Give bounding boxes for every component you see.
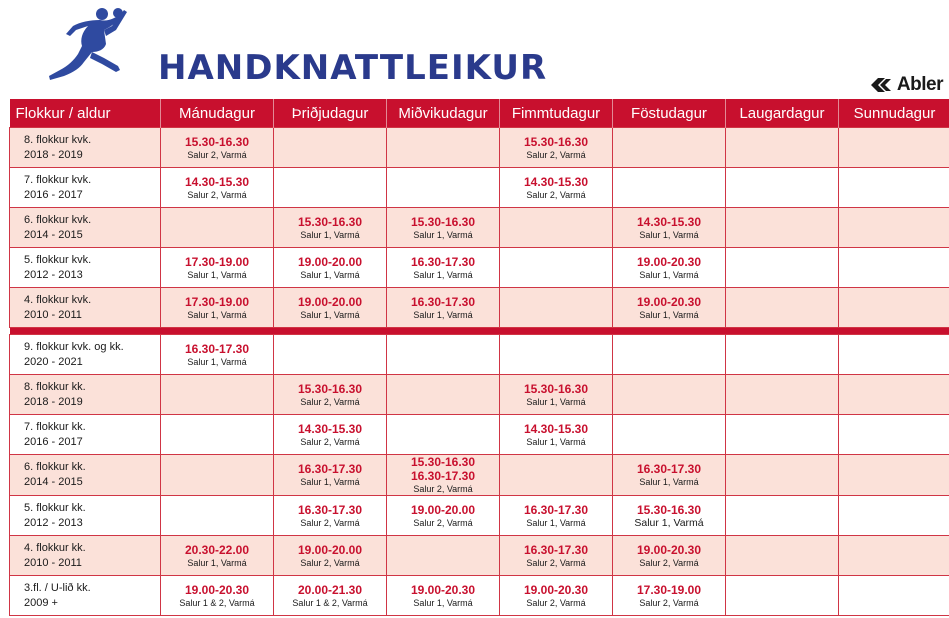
session-cell-sunday	[839, 248, 949, 288]
group-years: 2012 - 2013	[24, 516, 83, 529]
session-venue: Salur 2, Varmá	[526, 189, 586, 200]
table-row	[10, 288, 949, 328]
group-years: 2016 - 2017	[24, 435, 83, 448]
session-time: 17.30-19.00	[184, 254, 250, 269]
session-cell-wednesday	[387, 248, 500, 288]
session-venue: Salur 1, Varmá	[639, 477, 699, 487]
session-time: 15.30-16.30	[636, 502, 702, 517]
session-time: 14.30-15.30	[636, 214, 702, 229]
session-venue: Salur 1, Varmá	[300, 229, 360, 240]
session-cell-saturday	[726, 248, 839, 288]
session-time: 19.00-20.30	[184, 582, 250, 597]
group-cell	[10, 128, 161, 168]
session-time: 16.30-17.30	[410, 294, 476, 309]
table-row	[10, 248, 949, 288]
session-cell-thursday	[500, 168, 613, 208]
section-divider	[10, 328, 949, 335]
group-name: 8. flokkur kk.	[24, 380, 86, 393]
group-cell	[10, 168, 161, 208]
session-cell-friday	[613, 455, 726, 496]
session-time: 15.30-16.30	[410, 214, 476, 229]
session-cell-sunday	[839, 168, 949, 208]
table-row	[10, 455, 949, 496]
session-time: 15.30-16.30	[523, 134, 589, 149]
group-years: 2014 - 2015	[24, 476, 83, 488]
session-venue: Salur 1, Varmá	[526, 517, 586, 528]
session-cell-saturday	[726, 536, 839, 576]
group-years: 2018 - 2019	[24, 395, 83, 408]
session-cell-friday	[613, 335, 726, 375]
session-cell-saturday	[726, 576, 839, 616]
session-venue: Salur 2, Varmá	[300, 517, 360, 528]
session-cell-friday	[613, 496, 726, 536]
session-cell-friday	[613, 208, 726, 248]
table-row	[10, 496, 949, 536]
session-cell-monday	[161, 375, 274, 415]
table-row	[10, 335, 949, 375]
session-venue: Salur 1, Varmá	[300, 477, 360, 487]
session-cell-thursday	[500, 128, 613, 168]
session-cell-saturday	[726, 375, 839, 415]
session-cell-tuesday	[274, 455, 387, 496]
session-cell-monday	[161, 208, 274, 248]
session-time: 19.00-20.30	[523, 582, 589, 597]
session-cell-friday	[613, 168, 726, 208]
group-years: 2009 +	[24, 596, 58, 609]
session-venue: Salur 1, Varmá	[187, 557, 247, 568]
session-cell-thursday	[500, 335, 613, 375]
column-header-saturday: Laugardagur	[726, 99, 839, 128]
group-cell	[10, 375, 161, 415]
session-cell-wednesday	[387, 288, 500, 328]
group-name: 9. flokkur kvk. og kk.	[24, 340, 124, 353]
session-time: 15.30-16.30	[184, 134, 250, 149]
table-row	[10, 208, 949, 248]
session-cell-monday	[161, 335, 274, 375]
schedule-body	[10, 128, 949, 616]
session-venue: Salur 1 & 2, Varmá	[292, 597, 368, 608]
session-venue: Salur 1 & 2, Varmá	[179, 597, 255, 608]
session-cell-sunday	[839, 576, 949, 616]
session-time: 16.30-17.30	[297, 462, 363, 476]
session-cell-sunday	[839, 415, 949, 455]
session-cell-tuesday	[274, 128, 387, 168]
table-row	[10, 168, 949, 208]
session-venue: Salur 2, Varmá	[187, 189, 247, 200]
session-cell-tuesday	[274, 576, 387, 616]
session-time: 17.30-19.00	[636, 582, 702, 597]
session-cell-thursday	[500, 208, 613, 248]
session-time: 16.30-17.30	[297, 502, 363, 517]
session-time: 19.00-20.30	[636, 254, 702, 269]
column-header-tuesday: Þriðjudagur	[274, 99, 387, 128]
group-name: 3.fl. / U-lið kk.	[24, 581, 91, 594]
session-cell-thursday	[500, 536, 613, 576]
page-header	[0, 0, 949, 98]
session-cell-tuesday	[274, 415, 387, 455]
group-name: 7. flokkur kvk.	[24, 173, 92, 186]
session-cell-tuesday	[274, 248, 387, 288]
session-venue: Salur 1, Varmá	[300, 269, 360, 280]
session-cell-friday	[613, 576, 726, 616]
session-time: 14.30-15.30	[184, 174, 250, 189]
group-years: 2010 - 2011	[24, 308, 82, 321]
session-cell-monday	[161, 455, 274, 496]
abler-logo	[869, 74, 943, 96]
session-venue: Salur 2, Varmá	[526, 149, 586, 160]
session-cell-friday	[613, 128, 726, 168]
session-venue: Salur 2, Varmá	[300, 436, 360, 447]
session-venue: Salur 1, Varmá	[639, 229, 699, 240]
session-time: 19.00-20.00	[297, 294, 363, 309]
session-cell-thursday	[500, 455, 613, 496]
session-cell-wednesday	[387, 455, 500, 496]
group-years: 2010 - 2011	[24, 556, 82, 569]
group-name: 5. flokkur kk.	[24, 501, 86, 514]
session-cell-wednesday	[387, 128, 500, 168]
group-cell	[10, 576, 161, 616]
column-header-friday: Föstudagur	[613, 99, 726, 128]
session-time: 16.30-17.30	[523, 502, 589, 517]
session-time: 14.30-15.30	[523, 421, 589, 436]
group-cell	[10, 496, 161, 536]
group-cell	[10, 335, 161, 375]
session-time: 19.00-20.00	[297, 542, 363, 557]
session-time: 17.30-19.00	[184, 294, 250, 309]
session-time: 15.30-16.30	[410, 455, 476, 469]
session-time: 19.00-20.30	[636, 542, 702, 557]
session-cell-thursday	[500, 576, 613, 616]
table-header-row	[10, 99, 949, 128]
group-name: 4. flokkur kk.	[24, 541, 86, 554]
session-time: 16.30-17.30	[523, 542, 589, 557]
session-cell-sunday	[839, 288, 949, 328]
session-venue: Salur 2, Varmá	[526, 557, 586, 568]
session-time: 14.30-15.30	[297, 421, 363, 436]
column-header-monday: Mánudagur	[161, 99, 274, 128]
session-venue: Salur 1, Varmá	[639, 269, 699, 280]
session-time: 14.30-15.30	[523, 174, 589, 189]
session-cell-saturday	[726, 496, 839, 536]
session-cell-saturday	[726, 208, 839, 248]
session-cell-monday	[161, 576, 274, 616]
group-name: 5. flokkur kvk.	[24, 253, 92, 266]
section-divider-bar	[10, 328, 949, 335]
session-cell-monday	[161, 248, 274, 288]
abler-logo-icon	[869, 76, 893, 94]
session-time: 19.00-20.30	[636, 294, 702, 309]
session-cell-thursday	[500, 288, 613, 328]
session-venue: Salur 2, Varmá	[639, 597, 699, 608]
session-cell-sunday	[839, 335, 949, 375]
session-venue: Salur 1, Varmá	[187, 356, 247, 367]
session-venue: Salur 2, Varmá	[300, 557, 360, 568]
session-cell-wednesday	[387, 496, 500, 536]
session-cell-wednesday	[387, 536, 500, 576]
session-cell-saturday	[726, 168, 839, 208]
group-years: 2012 - 2013	[24, 268, 83, 281]
group-years: 2018 - 2019	[24, 148, 83, 161]
session-venue: Salur 1, Varmá	[526, 396, 586, 407]
session-cell-tuesday	[274, 335, 387, 375]
group-years: 2020 - 2021	[24, 355, 83, 368]
column-header-wednesday: Miðvikudagur	[387, 99, 500, 128]
session-venue: Salur 1, Varmá	[300, 309, 360, 320]
session-venue: Salur 1, Varmá	[634, 516, 704, 529]
session-cell-saturday	[726, 455, 839, 496]
group-cell	[10, 455, 161, 496]
session-venue: Salur 1, Varmá	[526, 436, 586, 447]
group-cell	[10, 288, 161, 328]
table-row	[10, 415, 949, 455]
group-name: 4. flokkur kvk.	[24, 293, 92, 306]
session-cell-monday	[161, 168, 274, 208]
session-time: 19.00-20.30	[410, 582, 476, 597]
session-venue: Salur 1, Varmá	[187, 269, 247, 280]
session-cell-wednesday	[387, 208, 500, 248]
session-cell-sunday	[839, 375, 949, 415]
column-header-group: Flokkur / aldur	[10, 99, 161, 128]
session-venue: Salur 1, Varmá	[413, 597, 473, 608]
session-time: 16.30-17.30	[410, 254, 476, 269]
session-time-second: 16.30-17.30	[410, 469, 476, 483]
session-cell-sunday	[839, 128, 949, 168]
page-title: HANDKNATTLEIKUR	[158, 48, 548, 88]
session-venue: Salur 1, Varmá	[639, 309, 699, 320]
group-cell	[10, 536, 161, 576]
group-name: 7. flokkur kk.	[24, 420, 86, 433]
table-row	[10, 576, 949, 616]
session-cell-wednesday	[387, 335, 500, 375]
column-header-sunday: Sunnudagur	[839, 99, 949, 128]
session-cell-friday	[613, 536, 726, 576]
session-cell-wednesday	[387, 415, 500, 455]
session-cell-monday	[161, 415, 274, 455]
group-cell	[10, 208, 161, 248]
session-cell-friday	[613, 415, 726, 455]
group-cell	[10, 248, 161, 288]
session-cell-tuesday	[274, 496, 387, 536]
table-row	[10, 536, 949, 576]
session-time: 20.30-22.00	[184, 542, 250, 557]
table-row	[10, 375, 949, 415]
session-venue: Salur 2, Varmá	[413, 484, 473, 494]
session-cell-friday	[613, 375, 726, 415]
session-venue: Salur 1, Varmá	[413, 269, 473, 280]
group-years: 2016 - 2017	[24, 188, 83, 201]
session-cell-wednesday	[387, 576, 500, 616]
session-venue: Salur 1, Varmá	[187, 309, 247, 320]
session-venue: Salur 2, Varmá	[639, 557, 699, 568]
session-venue: Salur 2, Varmá	[413, 517, 473, 528]
session-cell-saturday	[726, 415, 839, 455]
column-header-thursday: Fimmtudagur	[500, 99, 613, 128]
session-time: 16.30-17.30	[636, 462, 702, 476]
session-cell-saturday	[726, 335, 839, 375]
group-years: 2014 - 2015	[24, 228, 83, 241]
session-venue: Salur 2, Varmá	[526, 597, 586, 608]
session-cell-monday	[161, 536, 274, 576]
session-time: 19.00-20.00	[297, 254, 363, 269]
table-row	[10, 128, 949, 168]
session-cell-tuesday	[274, 168, 387, 208]
session-cell-saturday	[726, 128, 839, 168]
session-venue: Salur 1, Varmá	[413, 229, 473, 240]
session-cell-tuesday	[274, 208, 387, 248]
session-venue: Salur 2, Varmá	[300, 396, 360, 407]
group-name: 8. flokkur kvk.	[24, 133, 92, 146]
abler-logo-text: Abler	[896, 74, 943, 95]
session-time: 15.30-16.30	[297, 381, 363, 396]
session-cell-saturday	[726, 288, 839, 328]
session-cell-monday	[161, 128, 274, 168]
session-time: 15.30-16.30	[297, 214, 363, 229]
session-cell-tuesday	[274, 375, 387, 415]
session-cell-monday	[161, 288, 274, 328]
session-cell-sunday	[839, 208, 949, 248]
group-name: 6. flokkur kvk.	[24, 213, 92, 226]
session-time: 15.30-16.30	[523, 381, 589, 396]
session-cell-thursday	[500, 248, 613, 288]
session-cell-friday	[613, 248, 726, 288]
group-name: 6. flokkur kk.	[24, 461, 86, 473]
handball-player-icon	[46, 6, 128, 84]
session-cell-thursday	[500, 496, 613, 536]
session-cell-wednesday	[387, 375, 500, 415]
session-cell-tuesday	[274, 536, 387, 576]
schedule-table	[9, 99, 949, 616]
session-cell-sunday	[839, 496, 949, 536]
session-cell-sunday	[839, 455, 949, 496]
session-time: 20.00-21.30	[297, 582, 363, 597]
session-cell-sunday	[839, 536, 949, 576]
session-venue: Salur 1, Varmá	[413, 309, 473, 320]
session-venue: Salur 2, Varmá	[187, 149, 247, 160]
session-cell-wednesday	[387, 168, 500, 208]
group-cell	[10, 415, 161, 455]
session-time: 16.30-17.30	[184, 341, 250, 356]
session-cell-thursday	[500, 375, 613, 415]
session-cell-monday	[161, 496, 274, 536]
session-time: 19.00-20.00	[410, 502, 476, 517]
session-cell-thursday	[500, 415, 613, 455]
session-cell-tuesday	[274, 288, 387, 328]
session-cell-friday	[613, 288, 726, 328]
